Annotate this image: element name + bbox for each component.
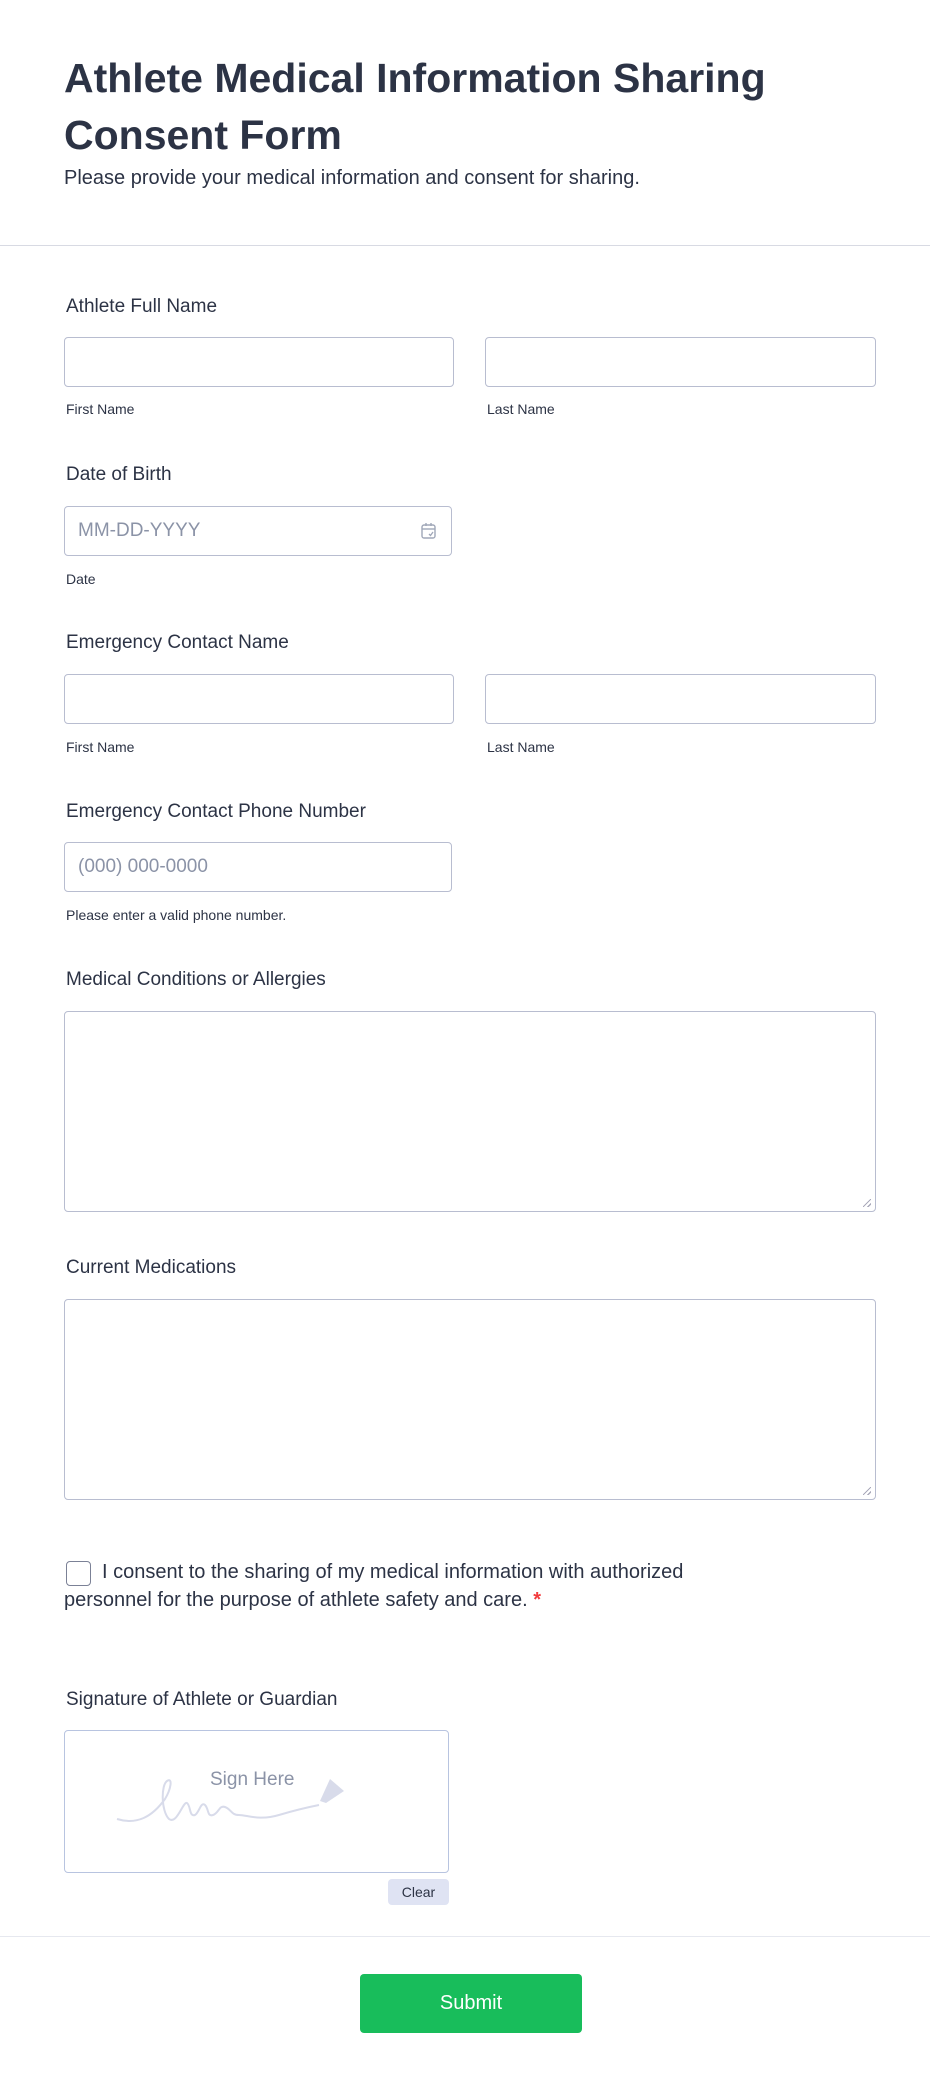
submit-button[interactable]: Submit [360, 1974, 582, 2033]
athlete-first-name-sublabel: First Name [66, 401, 135, 417]
resize-handle-icon[interactable] [863, 1199, 871, 1207]
dob-input[interactable] [64, 506, 452, 556]
emergency-last-name-input[interactable] [485, 674, 876, 724]
consent-text [64, 1558, 744, 1614]
signature-scribble-icon [115, 1771, 395, 1831]
signature-pad[interactable] [64, 1730, 449, 1873]
required-mark: * [533, 1589, 541, 1611]
dob-sublabel: Date [66, 571, 96, 587]
conditions-label: Medical Conditions or Allergies [66, 969, 326, 990]
form-title: Athlete Medical Information Sharing Consent Form [64, 55, 766, 158]
emergency-last-name-sublabel: Last Name [487, 739, 555, 755]
dob-label: Date of Birth [66, 464, 172, 485]
emergency-phone-input[interactable] [64, 842, 452, 892]
dob-placeholder: MM-DD-YYYY [78, 520, 201, 541]
form-subtitle: Please provide your medical information and consent for sharing. [64, 167, 640, 189]
athlete-last-name-sublabel: Last Name [487, 401, 555, 417]
header-divider [0, 245, 930, 246]
emergency-phone-label: Emergency Contact Phone Number [66, 801, 366, 822]
calendar-icon[interactable] [420, 522, 438, 540]
emergency-first-name-input[interactable] [64, 674, 454, 724]
phone-hint: Please enter a valid phone number. [66, 907, 287, 923]
emergency-first-name-sublabel: First Name [66, 739, 135, 755]
athlete-last-name-input[interactable] [485, 337, 876, 387]
phone-placeholder: (000) 000-0000 [78, 856, 208, 877]
conditions-textarea[interactable] [64, 1011, 876, 1212]
athlete-first-name-input[interactable] [64, 337, 454, 387]
athlete-name-label: Athlete Full Name [66, 296, 218, 317]
medications-label: Current Medications [66, 1257, 237, 1278]
footer-divider [0, 1936, 930, 1937]
emergency-name-label: Emergency Contact Name [66, 632, 289, 653]
resize-handle-icon[interactable] [863, 1487, 871, 1495]
consent-label: I consent to the sharing of my medical information with authorized personnel for the purpose of athlete safety and care. [64, 1561, 684, 1611]
signature-label: Signature of Athlete or Guardian [66, 1689, 338, 1710]
medications-textarea[interactable] [64, 1299, 876, 1500]
sign-here-placeholder: Sign Here [210, 1769, 295, 1790]
clear-signature-button[interactable]: Clear [388, 1879, 449, 1905]
